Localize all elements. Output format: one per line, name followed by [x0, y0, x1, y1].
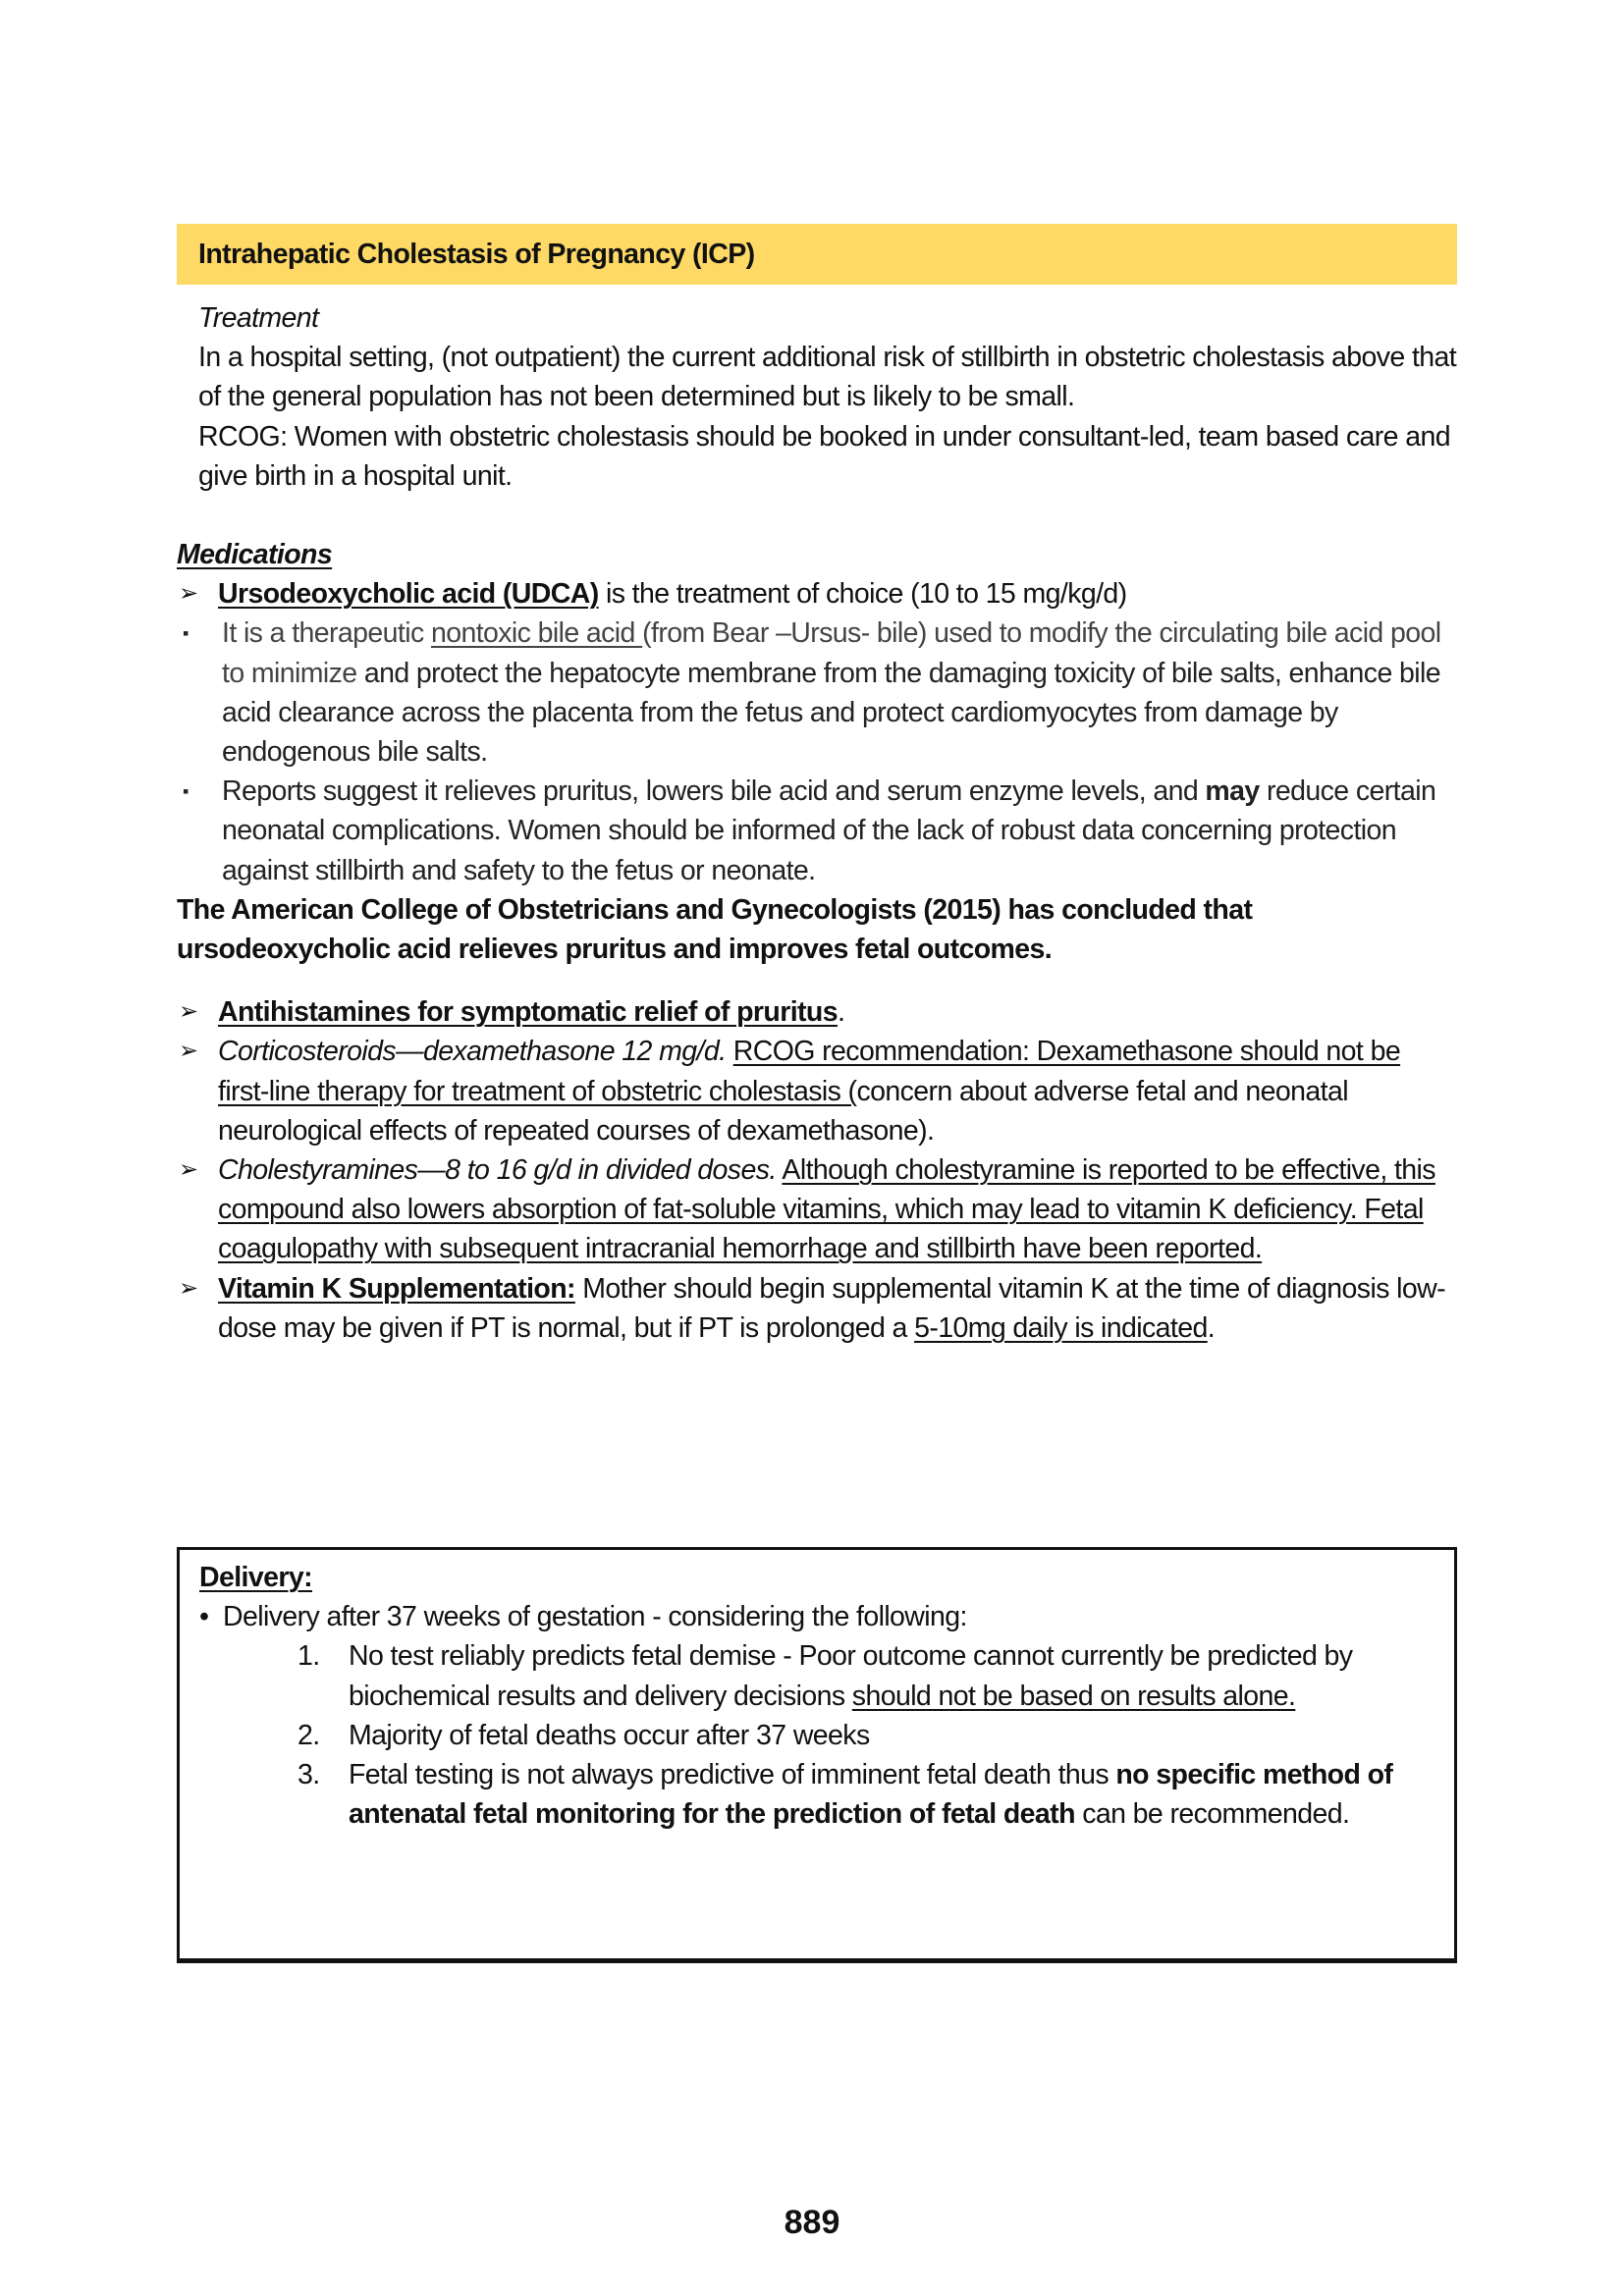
text: .: [837, 996, 845, 1029]
delivery-box: [177, 1547, 1457, 1963]
item-number: 2.: [298, 1719, 320, 1751]
list-item-corticosteroids: [177, 1032, 1457, 1150]
text: It is a therapeutic: [222, 617, 431, 650]
text: can be recommended.: [1074, 1798, 1350, 1831]
treatment-section: [177, 298, 1457, 496]
round-bullet-icon: •: [199, 1601, 209, 1633]
italic-text: Cholestyramines—8 to 16 g/d in divided doses.: [218, 1154, 777, 1187]
arrow-bullet-icon: ➢: [179, 1038, 198, 1065]
text: Reports suggest it relieves pruritus, lowers bile acid and serum enzyme levels, and: [222, 775, 1206, 808]
arrow-bullet-icon: ➢: [179, 998, 198, 1026]
list-item-udca: [177, 574, 1457, 614]
text: (from Bear –Ursus- bile) used to modify the circulating bile acid pool to minimize: [222, 617, 1441, 689]
list-item-cholestyramines: [177, 1150, 1457, 1269]
treatment-paragraph-1: In a hospital setting, (not outpatient) the current additional risk of stillbirth in obstetric cholestasis above that of the general population has not been determined but is likely to be small.: [198, 342, 1457, 413]
page-number: 889: [784, 2204, 840, 2241]
arrow-bullet-icon: ➢: [179, 580, 198, 608]
text: Majority of fetal deaths occur after 37 weeks: [349, 1719, 870, 1751]
delivery-item-2: [199, 1716, 1435, 1755]
delivery-bullet: [199, 1597, 1435, 1636]
delivery-heading: Delivery:: [199, 1562, 313, 1593]
udca-description: is the treatment of choice (10 to 15 mg/kg/d): [598, 578, 1127, 611]
text: .: [1207, 1311, 1216, 1344]
square-bullet-icon: ▪: [183, 623, 189, 644]
antihistamines-text: Antihistamines for symptomatic relief of pruritus: [218, 996, 838, 1029]
udca-name: Ursodeoxycholic acid (UDCA): [218, 578, 599, 611]
underlined-text: nontoxic bile acid: [430, 617, 643, 650]
underlined-text: 5-10mg daily is indicated: [914, 1311, 1208, 1344]
document-page: [177, 224, 1457, 1348]
arrow-bullet-icon: ➢: [179, 1156, 198, 1184]
text: and protect the hepatocyte membrane from the damaging toxicity of bile salts, enhance bile acid clearance across the placenta from the fetus and protect cardiomyocytes from damage by endogenous bile salts.: [222, 657, 1440, 769]
arrow-bullet-icon: ➢: [179, 1274, 198, 1302]
section-title-bar: [177, 224, 1457, 285]
treatment-heading: Treatment: [198, 302, 319, 334]
square-bullet-icon: ▪: [183, 781, 189, 802]
medications-heading: Medications: [177, 539, 333, 571]
list-item-udca-mechanism: [177, 614, 1457, 772]
item-number: 3.: [298, 1759, 320, 1791]
text: Delivery after 37 weeks of gestation - considering the following:: [223, 1601, 967, 1633]
text: Mother should begin supplemental vitamin K at the time of diagnosis low-dose may be given if PT is normal, but if PT is prolonged a: [218, 1272, 1446, 1344]
list-item-vitamin-k: [177, 1269, 1457, 1348]
delivery-item-3: [199, 1755, 1435, 1834]
bold-text: no specific method of antenatal fetal monitoring for the prediction of fetal death: [349, 1759, 1393, 1831]
underlined-text: Although cholestyramine is reported to be effective, this compound also lowers absorption of fat-soluble vitamins, which may lead to vitamin K deficiency. Fetal coagulopathy with subsequent intracranial hemorrhage and stillbirth have been reported.: [218, 1154, 1435, 1265]
item-number: 1.: [298, 1640, 320, 1673]
acog-statement: The American College of Obstetricians and Gynecologists (2015) has concluded that ursodeoxycholic acid relieves pruritus and improves fetal outcomes.: [177, 893, 1253, 966]
treatment-paragraph-2: RCOG: Women with obstetric cholestasis should be booked in under consultant-led, team based care and give birth in a hospital unit.: [198, 420, 1450, 492]
bold-text: may: [1205, 775, 1260, 808]
list-item-antihistamines: [177, 992, 1457, 1032]
delivery-item-1: [199, 1636, 1435, 1715]
text: reduce certain neonatal complications. Women should be informed of the lack of robust data concerning protection against stillbirth and safety to the fetus or neonate.: [222, 775, 1436, 886]
italic-text: Corticosteroids—dexamethasone 12 mg/d.: [218, 1036, 727, 1068]
section-title: Intrahepatic Cholestasis of Pregnancy (ICP): [198, 238, 755, 270]
text: concern about adverse fetal and neonatal neurological effects of repeated courses of dexamethasone).: [218, 1075, 1348, 1147]
underlined-text: should not be based on results alone.: [851, 1680, 1296, 1712]
text: Fetal testing is not always predictive of imminent fetal death thus: [349, 1759, 1116, 1791]
list-item-udca-reports: [177, 772, 1457, 890]
underlined-text: RCOG recommendation: Dexamethasone should not be first-line therapy for treatment of obstetric cholestasis (: [218, 1036, 1401, 1107]
vitamin-k-label: Vitamin K Supplementation:: [218, 1272, 575, 1305]
text: No test reliably predicts fetal demise - Poor outcome cannot currently be predicted by biochemical results and delivery decisions: [349, 1640, 1353, 1712]
text: [726, 1036, 732, 1067]
